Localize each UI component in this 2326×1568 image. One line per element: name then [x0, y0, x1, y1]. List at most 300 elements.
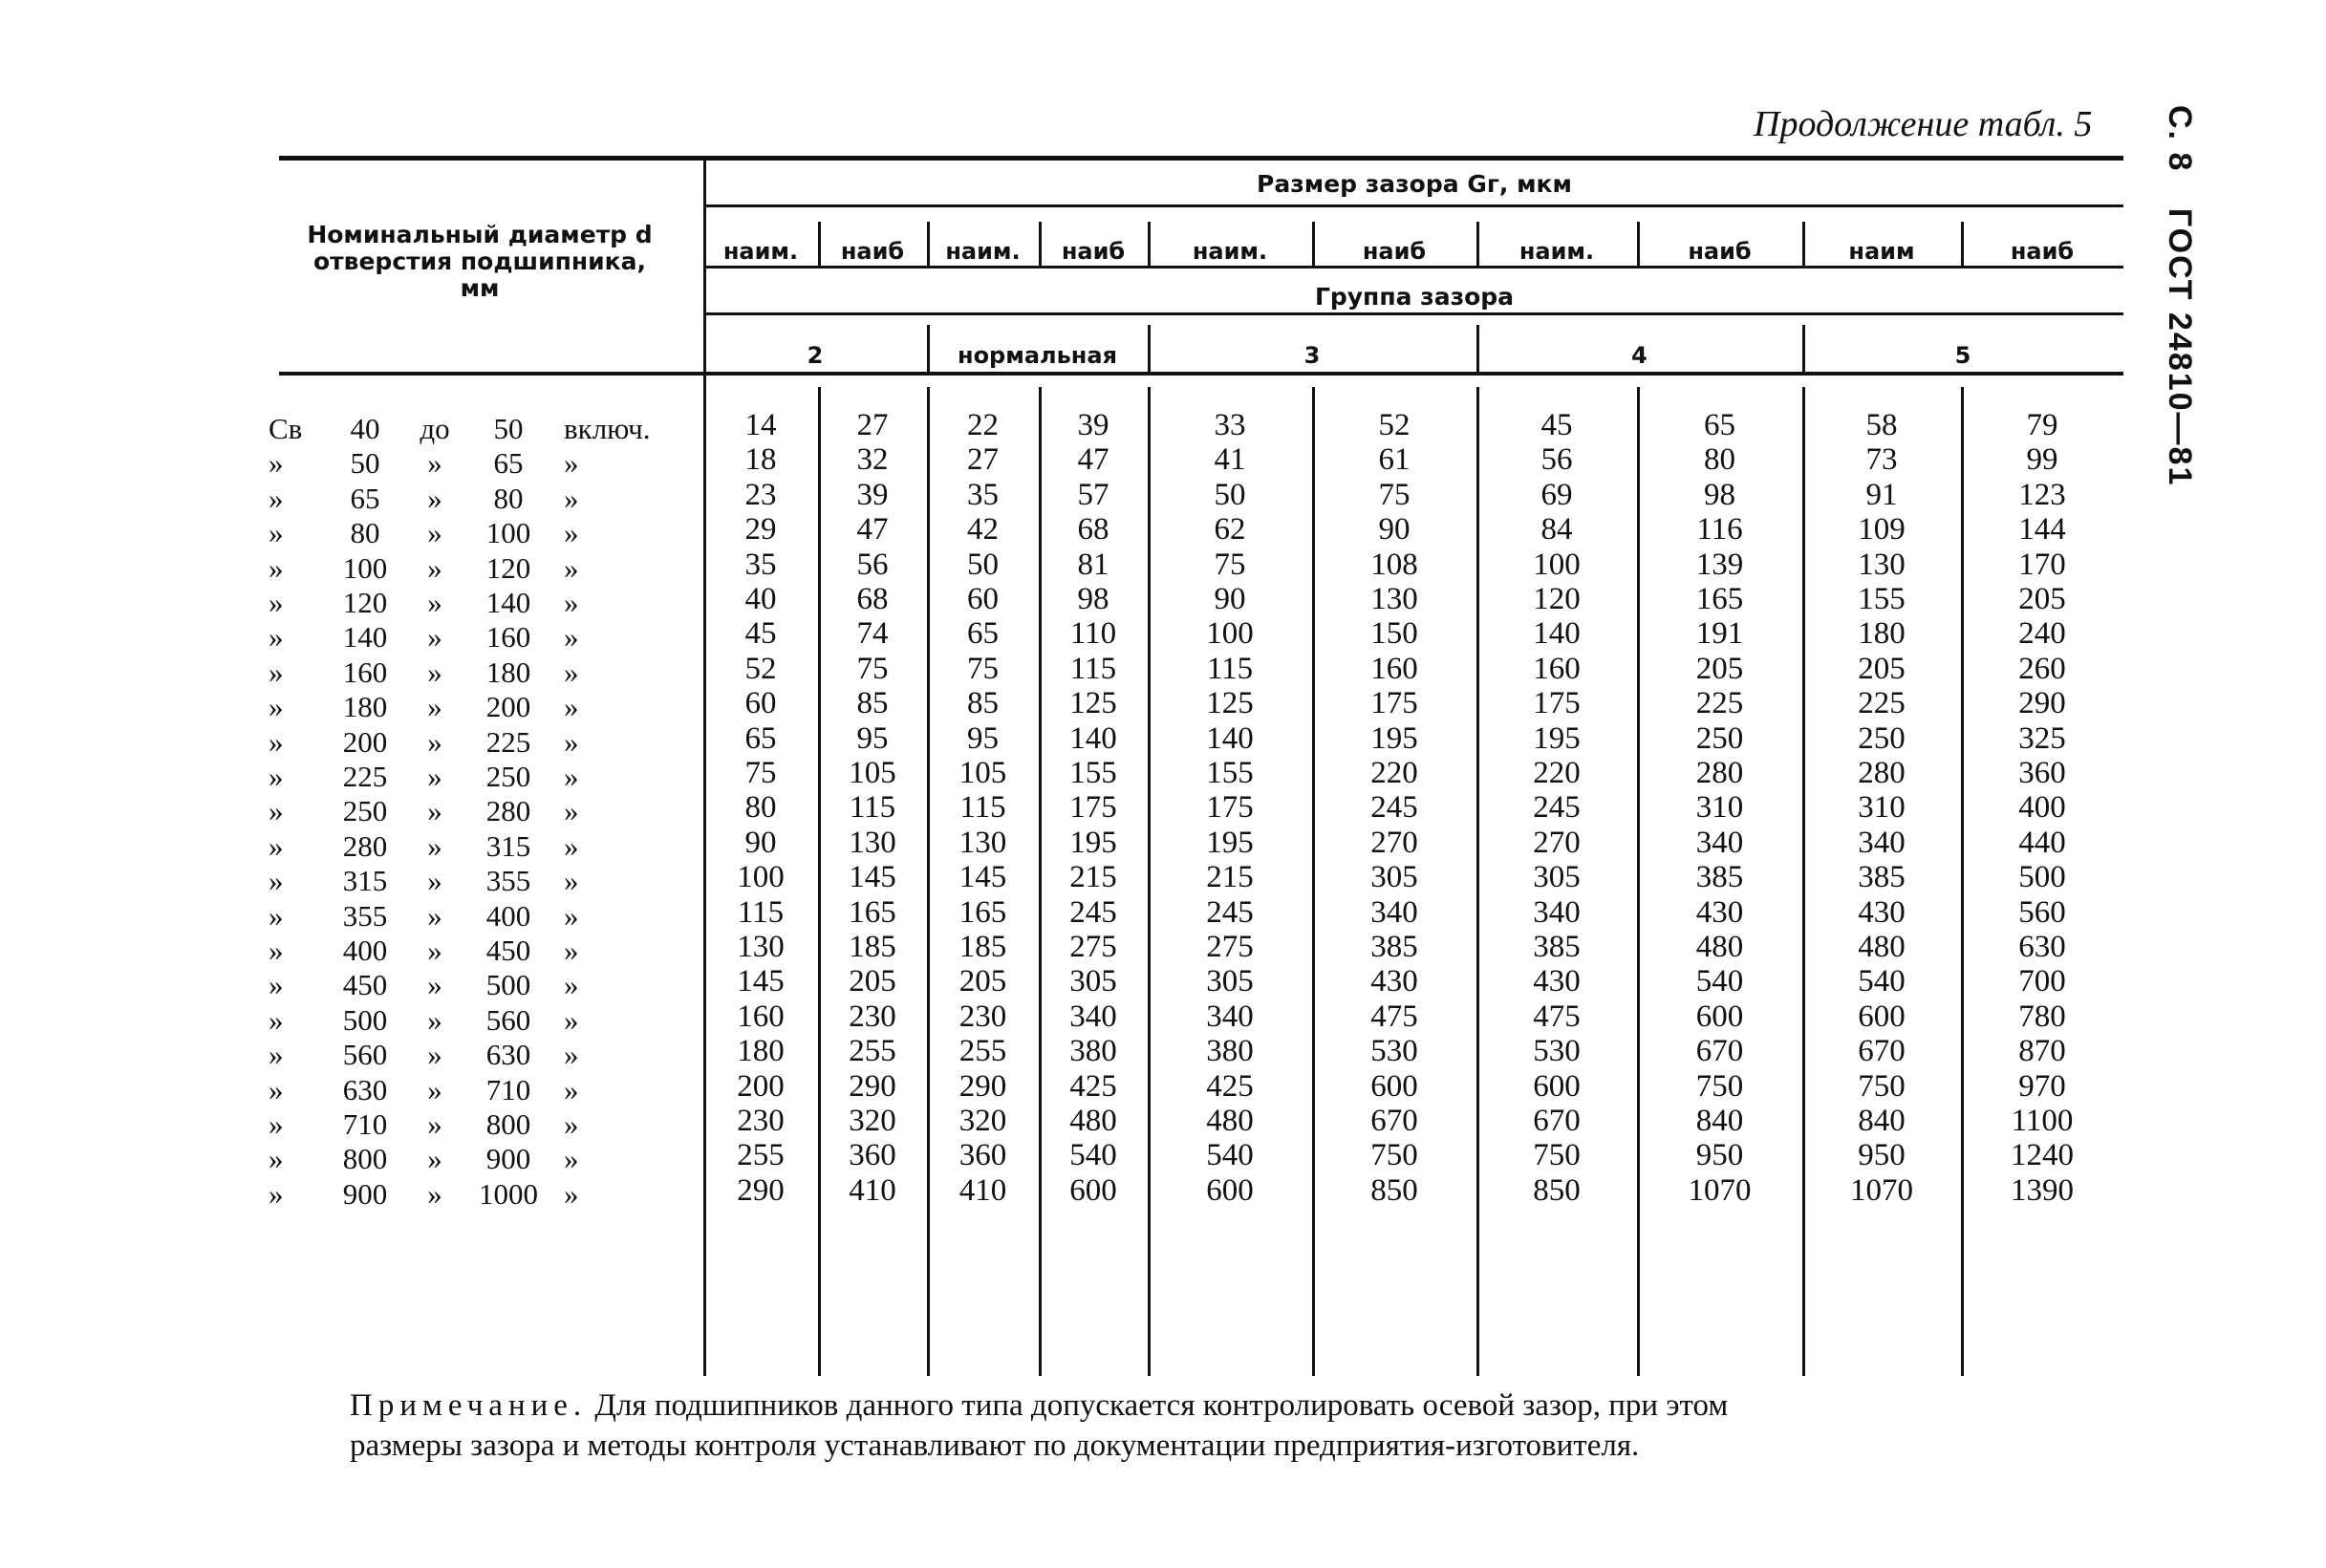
range-to: 400: [485, 898, 531, 933]
table-cell: 360: [958, 1138, 1007, 1173]
range-suffix: »: [564, 481, 579, 515]
table-cell: 310: [1695, 790, 1744, 826]
table-cell: 160: [737, 999, 785, 1034]
table-cell: 290: [2018, 686, 2066, 721]
range-prefix: »: [269, 760, 284, 793]
range-separator: »: [427, 586, 442, 619]
table-cell: 750: [1695, 1068, 1744, 1104]
range-to: 450: [485, 934, 531, 967]
subheader-divider: [1312, 222, 1315, 266]
table-cell: 145: [737, 964, 785, 999]
table-cell: 290: [958, 1068, 1007, 1104]
range-prefix: »: [269, 550, 284, 585]
table-cell: 310: [1858, 790, 1906, 826]
subheader-divider: [1476, 222, 1479, 266]
table-cell: 91: [1865, 477, 1898, 512]
table-cell: 305: [1533, 860, 1581, 895]
range-prefix: »: [269, 481, 284, 515]
min-subheader: наим.: [1192, 238, 1268, 265]
standard-side-label: [2141, 105, 2198, 564]
table-cell: 58: [1865, 408, 1898, 442]
table-cell: 205: [2018, 582, 2066, 616]
table-cell: 230: [958, 999, 1007, 1034]
table-cell: 225: [1695, 686, 1744, 721]
table-cell: 1240: [2011, 1138, 2074, 1173]
range-separator: »: [427, 446, 442, 481]
range-separator: »: [427, 1107, 442, 1141]
range-prefix: »: [269, 1002, 284, 1037]
table-cell: 60: [967, 582, 999, 616]
range-prefix: »: [269, 655, 284, 689]
table-cell: 42: [967, 512, 999, 548]
table-cell: 75: [1378, 477, 1411, 512]
table-cell: 160: [1370, 651, 1418, 686]
table-cell: 500: [2018, 860, 2066, 895]
table-cell: 1390: [2011, 1172, 2074, 1208]
table-cell: 18: [744, 442, 777, 478]
table-cell: 360: [849, 1138, 896, 1173]
range-separator: »: [427, 934, 442, 967]
range-suffix: »: [564, 1107, 579, 1141]
table-cell: 100: [1533, 547, 1581, 582]
range-from: 315: [342, 864, 388, 898]
table-cell: 130: [737, 930, 785, 964]
range-from: 560: [342, 1038, 388, 1072]
table-cell: 530: [1370, 1034, 1418, 1069]
table-cell: 215: [1069, 860, 1117, 895]
range-separator: »: [427, 1002, 442, 1037]
range-from: 710: [342, 1107, 388, 1141]
range-from: 400: [342, 934, 388, 967]
range-to: 140: [485, 586, 531, 619]
range-prefix: »: [269, 1176, 284, 1211]
range-separator: »: [427, 1176, 442, 1211]
range-suffix: »: [564, 1176, 579, 1211]
range-prefix: Св: [269, 412, 303, 445]
table-cell: 47: [856, 512, 889, 548]
range-to: 180: [485, 655, 531, 689]
range-to: 1000: [479, 1176, 538, 1211]
range-separator: »: [427, 864, 442, 898]
table-cell: 260: [2018, 651, 2066, 686]
table-cell: 280: [1858, 756, 1906, 790]
table-cell: 600: [1533, 1068, 1581, 1104]
subheader-divider: [1802, 222, 1805, 266]
table-cell: 250: [1858, 720, 1906, 756]
table-cell: 600: [1370, 1068, 1418, 1104]
table-cell: 425: [1069, 1068, 1117, 1104]
table-cell: 57: [1077, 477, 1109, 512]
table-cell: 50: [1214, 477, 1246, 512]
table-cell: 220: [1533, 756, 1581, 790]
group-divider: [1148, 325, 1151, 372]
table-cell: 144: [2018, 512, 2066, 548]
table-cell: 205: [1695, 651, 1744, 686]
table-cell: 225: [1858, 686, 1906, 721]
table-cell: 35: [967, 477, 999, 512]
table-cell: 245: [1206, 894, 1254, 930]
range-from: 120: [342, 586, 388, 619]
range-to: 100: [485, 516, 531, 550]
table-cell: 39: [1077, 408, 1109, 442]
table-cell: 200: [737, 1068, 785, 1104]
range-from: 450: [342, 968, 388, 1002]
table-cell: 155: [1858, 582, 1906, 616]
table-cell: 100: [737, 860, 785, 895]
table-cell: 275: [1069, 930, 1117, 964]
table-cell: 480: [1206, 1104, 1254, 1138]
table-cell: 670: [1695, 1034, 1744, 1069]
table-continuation-label: Продолжение табл. 5: [1754, 104, 2093, 144]
min-subheader: наим.: [722, 238, 799, 265]
range-from: 100: [342, 550, 388, 585]
group-divider: [1476, 325, 1479, 372]
range-prefix: »: [269, 934, 284, 967]
range-to: 160: [485, 620, 531, 655]
range-from: 800: [342, 1142, 388, 1176]
range-separator: »: [427, 550, 442, 585]
range-suffix: »: [564, 828, 579, 863]
group-label: 2: [807, 342, 824, 369]
table-cell: 600: [1695, 999, 1744, 1034]
diameter-header-line: мм: [460, 274, 500, 302]
table-cell: 385: [1370, 930, 1418, 964]
table-cell: 385: [1533, 930, 1581, 964]
table-cell: 35: [744, 547, 777, 582]
clearance-size-header: Размер зазора Gг, мкм: [1257, 170, 1572, 198]
table-cell: 74: [856, 616, 889, 652]
range-suffix: »: [564, 550, 579, 585]
table-cell: 75: [856, 651, 889, 686]
table-cell: 270: [1533, 825, 1581, 860]
range-to: 280: [485, 794, 531, 828]
table-cell: 109: [1858, 512, 1906, 548]
range-suffix: »: [564, 1002, 579, 1037]
range-from: 500: [342, 1002, 388, 1037]
min-subheader: наим.: [945, 238, 1021, 265]
table-cell: 14: [744, 408, 777, 442]
table-cell: 27: [967, 442, 999, 478]
table-cell: 180: [1858, 616, 1906, 652]
table-cell: 670: [1370, 1104, 1418, 1138]
range-separator: »: [427, 690, 442, 724]
range-separator: до: [420, 412, 450, 445]
table-cell: 81: [1077, 547, 1109, 582]
table-cell: 99: [2026, 442, 2058, 478]
table-cell: 165: [958, 894, 1007, 930]
table-cell: 75: [1214, 547, 1246, 582]
max-subheader: наиб: [1688, 238, 1752, 265]
table-cell: 750: [1370, 1138, 1418, 1173]
range-prefix: »: [269, 898, 284, 933]
table-cell: 475: [1533, 999, 1581, 1034]
min-subheader: наим: [1848, 238, 1915, 265]
table-cell: 139: [1695, 547, 1744, 582]
table-cell: 191: [1695, 616, 1744, 652]
table-cell: 245: [1370, 790, 1418, 826]
range-suffix: »: [564, 1072, 579, 1106]
header-bottom-rule: [279, 372, 2123, 376]
range-to: 900: [485, 1142, 531, 1176]
table-cell: 170: [2018, 547, 2066, 582]
table-cell: 320: [849, 1104, 896, 1138]
table-cell: 480: [1858, 930, 1906, 964]
table-cell: 175: [1206, 790, 1254, 826]
range-suffix: »: [564, 864, 579, 898]
table-cell: 108: [1370, 547, 1418, 582]
table-cell: 195: [1370, 720, 1418, 756]
table-cell: 480: [1695, 930, 1744, 964]
table-note: [350, 1385, 2089, 1466]
table-cell: 850: [1370, 1172, 1418, 1208]
table-cell: 65: [744, 720, 777, 756]
table-cell: 130: [1370, 582, 1418, 616]
range-suffix: »: [564, 586, 579, 619]
table-cell: 320: [958, 1104, 1007, 1138]
range-prefix: »: [269, 828, 284, 863]
table-cell: 280: [1695, 756, 1744, 790]
page-number: С. 8: [2162, 105, 2198, 173]
range-from: 355: [342, 898, 388, 933]
table-cell: 195: [1206, 825, 1254, 860]
table-cell: 380: [1206, 1034, 1254, 1069]
table-cell: 150: [1370, 616, 1418, 652]
group-divider: [1802, 325, 1805, 372]
range-suffix: »: [564, 1142, 579, 1176]
table-cell: 56: [1540, 442, 1573, 478]
table-cell: 45: [744, 616, 777, 652]
range-prefix: »: [269, 690, 284, 724]
table-cell: 130: [1858, 547, 1906, 582]
group-header-rule: [703, 312, 2123, 315]
group-label: 4: [1631, 342, 1648, 369]
table-cell: 230: [849, 999, 896, 1034]
subheader-rule: [703, 266, 2123, 268]
table-cell: 1100: [2011, 1104, 2074, 1138]
table-cell: 120: [1533, 582, 1581, 616]
table-cell: 22: [967, 408, 999, 442]
table-cell: 670: [1858, 1034, 1906, 1069]
max-subheader: наиб: [840, 238, 905, 265]
table-cell: 100: [1206, 616, 1254, 652]
table-cell: 255: [849, 1034, 896, 1069]
table-cell: 195: [1069, 825, 1117, 860]
group-label: 5: [1954, 342, 1971, 369]
table-cell: 115: [1069, 651, 1117, 686]
table-cell: 250: [1695, 720, 1744, 756]
range-separator: »: [427, 828, 442, 863]
table-cell: 195: [1533, 720, 1581, 756]
range-separator: »: [427, 760, 442, 793]
table-cell: 430: [1370, 964, 1418, 999]
table-cell: 65: [967, 616, 999, 652]
table-cell: 145: [958, 860, 1007, 895]
range-to: 250: [485, 760, 531, 793]
table-cell: 69: [1540, 477, 1573, 512]
range-from: 65: [350, 481, 380, 515]
table-cell: 255: [958, 1034, 1007, 1069]
table-cell: 205: [1858, 651, 1906, 686]
subheader-divider: [1039, 222, 1042, 266]
group-divider: [927, 325, 930, 372]
subheader-divider: [1961, 222, 1964, 266]
max-subheader: наиб: [1362, 238, 1427, 265]
table-cell: 39: [856, 477, 889, 512]
table-cell: 430: [1533, 964, 1581, 999]
table-cell: 175: [1069, 790, 1117, 826]
range-suffix: »: [564, 690, 579, 724]
table-cell: 95: [856, 720, 889, 756]
range-from: 250: [342, 794, 388, 828]
table-cell: 45: [1540, 408, 1573, 442]
table-cell: 165: [1695, 582, 1744, 616]
table-cell: 425: [1206, 1068, 1254, 1104]
min-subheader: наим.: [1518, 238, 1595, 265]
table-cell: 125: [1069, 686, 1117, 721]
table-cell: 68: [1077, 512, 1109, 548]
range-prefix: »: [269, 1142, 284, 1176]
table-cell: 245: [1069, 894, 1117, 930]
subheader-divider: [818, 222, 821, 266]
table-cell: 140: [1533, 616, 1581, 652]
table-cell: 175: [1533, 686, 1581, 721]
range-prefix: »: [269, 1038, 284, 1072]
table-cell: 50: [967, 547, 999, 582]
table-cell: 275: [1206, 930, 1254, 964]
table-cell: 305: [1206, 964, 1254, 999]
table-cell: 340: [1533, 894, 1581, 930]
table-cell: 185: [958, 930, 1007, 964]
range-to: 65: [493, 446, 524, 481]
range-prefix: »: [269, 794, 284, 828]
table-cell: 52: [744, 651, 777, 686]
table-cell: 780: [2018, 999, 2066, 1034]
table-cell: 340: [1069, 999, 1117, 1034]
table-cell: 430: [1858, 894, 1906, 930]
table-cell: 175: [1370, 686, 1418, 721]
table-cell: 80: [1704, 442, 1735, 478]
range-to: 225: [485, 724, 531, 759]
table-cell: 1070: [1850, 1172, 1913, 1208]
range-separator: »: [427, 481, 442, 515]
table-cell: 75: [967, 651, 999, 686]
table-cell: 560: [2018, 894, 2066, 930]
table-cell: 85: [856, 686, 889, 721]
diameter-header-line: отверстия подшипника,: [312, 247, 647, 275]
table-cell: 440: [2018, 825, 2066, 860]
table-cell: 115: [1206, 651, 1254, 686]
range-to: 500: [485, 968, 531, 1002]
table-cell: 32: [856, 442, 889, 478]
range-prefix: »: [269, 620, 284, 655]
range-prefix: »: [269, 446, 284, 481]
table-cell: 62: [1214, 512, 1246, 548]
table-cell: 850: [1533, 1172, 1581, 1208]
table-cell: 475: [1370, 999, 1418, 1034]
range-from: 280: [342, 828, 388, 863]
range-separator: »: [427, 516, 442, 550]
table-cell: 84: [1540, 512, 1573, 548]
range-to: 710: [485, 1072, 531, 1106]
table-cell: 165: [849, 894, 896, 930]
table-cell: 68: [856, 582, 889, 616]
standard-number: ГОСТ 24810—81: [2162, 207, 2198, 487]
table-cell: 305: [1069, 964, 1117, 999]
table-cell: 290: [849, 1068, 896, 1104]
table-cell: 340: [1206, 999, 1254, 1034]
table-cell: 840: [1695, 1104, 1744, 1138]
table-cell: 90: [744, 825, 777, 860]
table-cell: 180: [737, 1034, 785, 1069]
table-cell: 325: [2018, 720, 2066, 756]
table-cell: 340: [1695, 825, 1744, 860]
table-cell: 950: [1695, 1138, 1744, 1173]
range-suffix: включ.: [564, 412, 651, 445]
table-cell: 400: [2018, 790, 2066, 826]
table-cell: 98: [1077, 582, 1109, 616]
table-cell: 47: [1077, 442, 1109, 478]
range-separator: »: [427, 620, 442, 655]
table-cell: 115: [737, 894, 785, 930]
table-cell: 115: [849, 790, 896, 826]
table-cell: 340: [1858, 825, 1906, 860]
table-cell: 305: [1370, 860, 1418, 895]
range-to: 630: [485, 1038, 531, 1072]
table-cell: 750: [1858, 1068, 1906, 1104]
table-cell: 29: [744, 512, 777, 548]
range-from: 160: [342, 655, 388, 689]
max-subheader: наиб: [2010, 238, 2075, 265]
range-suffix: »: [564, 516, 579, 550]
table-cell: 205: [958, 964, 1007, 999]
range-separator: »: [427, 655, 442, 689]
table-cell: 290: [737, 1172, 785, 1208]
table-top-rule: [279, 156, 2123, 161]
table-cell: 1070: [1688, 1172, 1752, 1208]
table-cell: 600: [1206, 1172, 1254, 1208]
table-cell: 540: [1206, 1138, 1254, 1173]
diameter-column-header: [279, 222, 680, 302]
range-prefix: »: [269, 968, 284, 1002]
table-cell: 123: [2018, 477, 2066, 512]
table-cell: 480: [1069, 1104, 1117, 1138]
table-cell: 700: [2018, 964, 2066, 999]
range-to: 560: [485, 1002, 531, 1037]
range-suffix: »: [564, 655, 579, 689]
table-cell: 90: [1378, 512, 1411, 548]
range-from: 225: [342, 760, 388, 793]
table-cell: 90: [1214, 582, 1246, 616]
table-cell: 360: [2018, 756, 2066, 790]
table-cell: 75: [744, 756, 777, 790]
table-cell: 185: [849, 930, 896, 964]
table-cell: 240: [2018, 616, 2066, 652]
table-cell: 110: [1069, 616, 1117, 652]
table-cell: 540: [1695, 964, 1744, 999]
table-cell: 85: [967, 686, 999, 721]
range-prefix: »: [269, 516, 284, 550]
group-label: нормальная: [957, 342, 1117, 369]
table-cell: 65: [1704, 408, 1735, 442]
table-cell: 79: [2026, 408, 2058, 442]
table-cell: 670: [1533, 1104, 1581, 1138]
table-cell: 870: [2018, 1034, 2066, 1069]
note-text-line-1: Для подшипников данного типа допускается контролировать осевой зазор, при этом: [587, 1388, 1729, 1423]
table-cell: 970: [2018, 1068, 2066, 1104]
range-separator: »: [427, 724, 442, 759]
range-separator: »: [427, 1142, 442, 1176]
range-from: 80: [350, 516, 380, 550]
